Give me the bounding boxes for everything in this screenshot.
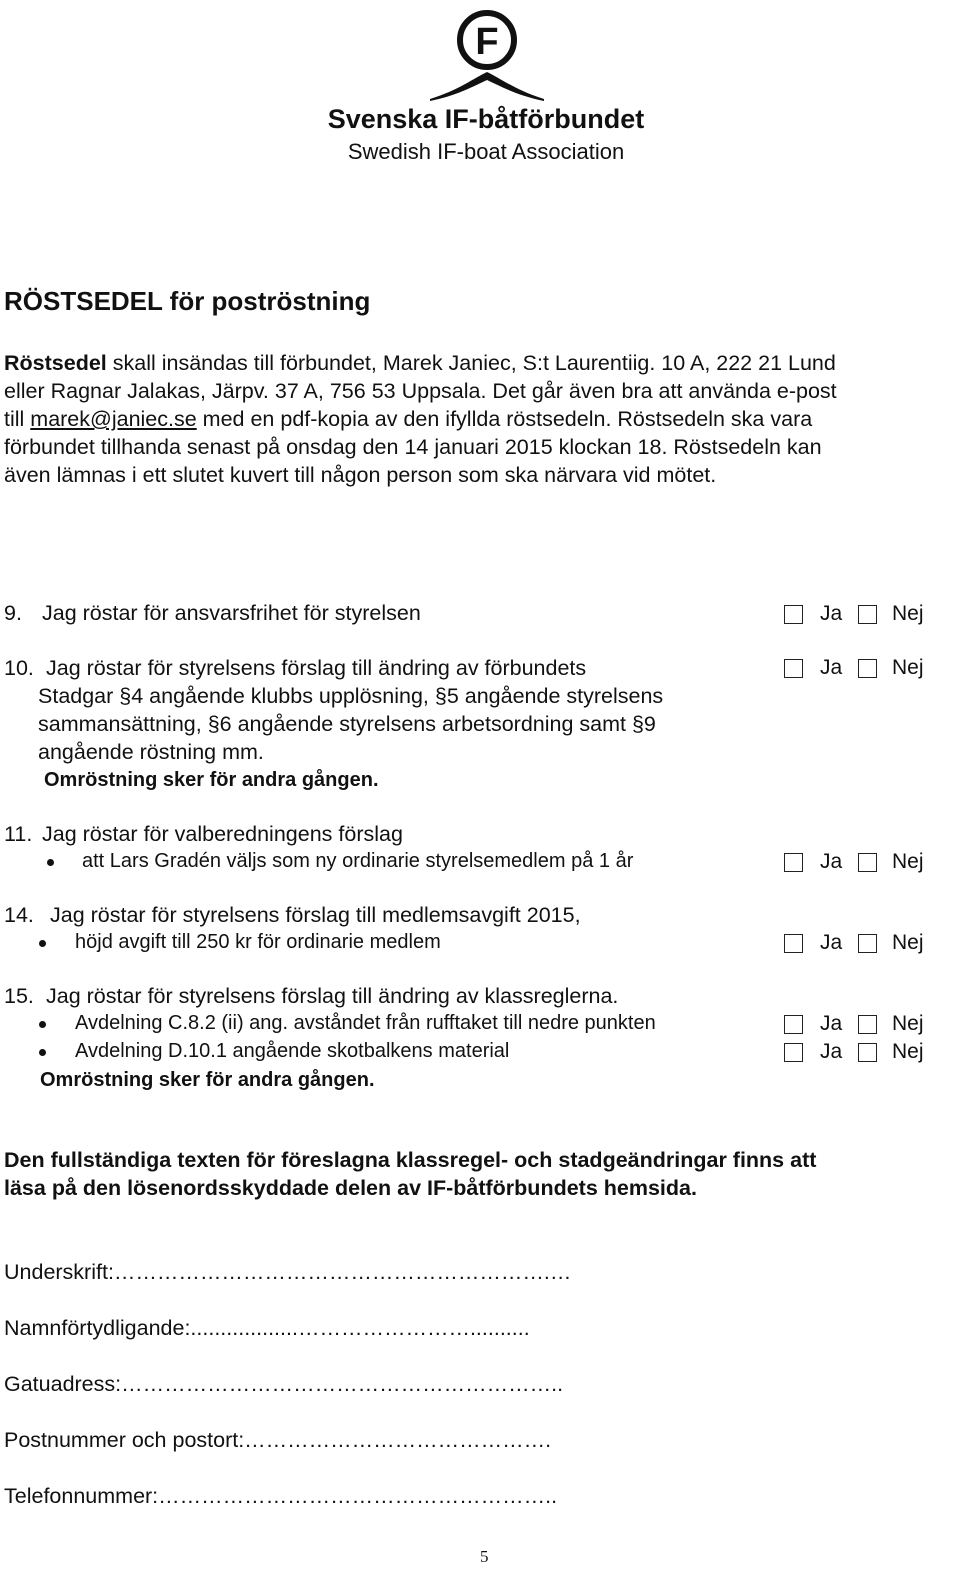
q10-line3: sammansättning, §6 angående styrelsens arbetsordning samt §9: [38, 712, 656, 736]
bullet-dot: [47, 859, 54, 866]
q11-yes-label: Ja: [820, 850, 843, 873]
org-name: Svenska IF-båtförbundet: [327, 104, 645, 134]
q11-no-label: Nej: [892, 850, 924, 873]
postal-field[interactable]: Postnummer och postort:…………………………………….: [4, 1428, 552, 1452]
q11-text: Jag röstar för valberedningens förslag: [42, 822, 403, 846]
intro-line2: eller Ragnar Jalakas, Järpv. 37 A, 756 53 Uppsala. Det går även bra att använda e-post: [4, 379, 837, 403]
q9-yes-label: Ja: [820, 602, 843, 625]
q11-no-checkbox[interactable]: [858, 853, 877, 872]
street-field[interactable]: Gatuadress:……………………………………………………..: [4, 1372, 564, 1396]
q15-text: Jag röstar för styrelsens förslag till ändring av klassreglerna.: [46, 984, 619, 1008]
intro-line5: även lämnas i ett slutet kuvert till någon person som ska närvara vid mötet.: [4, 463, 717, 487]
footer-note-line1: Den fullständiga texten för föreslagna klassregel- och stadgeändringar finns att: [4, 1148, 817, 1172]
phone-field[interactable]: Telefonnummer:………………………………………………..: [4, 1484, 558, 1508]
q11-bullet1: att Lars Gradén väljs som ny ordinarie styrelsemedlem på 1 år: [82, 850, 634, 872]
q9-number: 9.: [4, 601, 22, 625]
q10-no-label: Nej: [892, 656, 924, 679]
q15-number: 15.: [4, 984, 34, 1008]
q14-no-label: Nej: [892, 931, 924, 954]
q14-text: Jag röstar för styrelsens förslag till medlemsavgift 2015,: [50, 903, 581, 927]
q10-line1: Jag röstar för styrelsens förslag till ändring av förbundets: [46, 656, 587, 680]
logo-letter: F: [475, 21, 499, 63]
intro-paragraph: [4, 349, 960, 489]
if-boat-logo: [424, 4, 550, 104]
q11-number: 11.: [4, 822, 33, 846]
q15a-yes-label: Ja: [820, 1012, 843, 1035]
q15b-yes-label: Ja: [820, 1040, 843, 1063]
intro-line3-post: med en pdf-kopia av den ifyllda röstsedeln. Röstsedeln ska vara: [196, 407, 813, 431]
q15b-yes-checkbox[interactable]: [784, 1043, 803, 1062]
q15b-no-checkbox[interactable]: [858, 1043, 877, 1062]
q10-line4: angående röstning mm.: [38, 740, 264, 764]
q10-no-checkbox[interactable]: [858, 659, 877, 678]
q14-number: 14.: [4, 903, 34, 927]
name-field[interactable]: Namnförtydligande:..................……………………..........: [4, 1316, 530, 1340]
q14-no-checkbox[interactable]: [858, 934, 877, 953]
q9-text: Jag röstar för ansvarsfrihet för styrelsen: [42, 601, 421, 625]
page-number: 5: [480, 1547, 489, 1566]
intro-line1: skall insändas till förbundet, Marek Janiec, S:t Laurentiig. 10 A, 222 21 Lund: [106, 351, 836, 375]
q11-yes-checkbox[interactable]: [784, 853, 803, 872]
q15-bullet1: Avdelning C.8.2 (ii) ang. avståndet från rufftaket till nedre punkten: [75, 1012, 656, 1034]
intro-line3-pre: till: [4, 407, 31, 431]
q10-line2: Stadgar §4 angående klubbs upplösning, §5 angående styrelsens: [38, 684, 664, 708]
q10-number: 10.: [4, 656, 34, 680]
email-link[interactable]: marek@janiec.se: [30, 407, 197, 431]
q15b-no-label: Nej: [892, 1040, 924, 1063]
q15-bullet2: Avdelning D.10.1 angående skotbalkens material: [75, 1040, 510, 1062]
q14-bullet1: höjd avgift till 250 kr för ordinarie medlem: [75, 931, 441, 953]
footer-note: [4, 1146, 954, 1202]
footer-note-line2: läsa på den lösenordsskyddade delen av IF-båtförbundets hemsida.: [4, 1176, 697, 1200]
q10-yes-label: Ja: [820, 656, 843, 679]
q9-no-label: Nej: [892, 602, 924, 625]
q15a-no-checkbox[interactable]: [858, 1015, 877, 1034]
q15a-yes-checkbox[interactable]: [784, 1015, 803, 1034]
q10-note: Omröstning sker för andra gången.: [44, 769, 379, 791]
intro-line4: förbundet tillhanda senast på onsdag den 14 januari 2015 klockan 18. Röstsedeln kan: [4, 435, 822, 459]
page-title: RÖSTSEDEL för poströstning: [4, 286, 371, 316]
bullet-dot: [39, 1049, 46, 1056]
signature-field[interactable]: Underskrift:…………………………………………………….…: [4, 1260, 572, 1284]
bullet-dot: [39, 1021, 46, 1028]
intro-bold: Röstsedel: [4, 351, 107, 375]
q14-yes-checkbox[interactable]: [784, 934, 803, 953]
q15a-no-label: Nej: [892, 1012, 924, 1035]
bullet-dot: [39, 940, 46, 947]
q9-yes-checkbox[interactable]: [784, 605, 803, 624]
q14-yes-label: Ja: [820, 931, 843, 954]
org-subtitle: Swedish IF-boat Association: [347, 139, 625, 164]
q9-no-checkbox[interactable]: [858, 605, 877, 624]
q10-yes-checkbox[interactable]: [784, 659, 803, 678]
q15-note: Omröstning sker för andra gången.: [40, 1069, 375, 1091]
